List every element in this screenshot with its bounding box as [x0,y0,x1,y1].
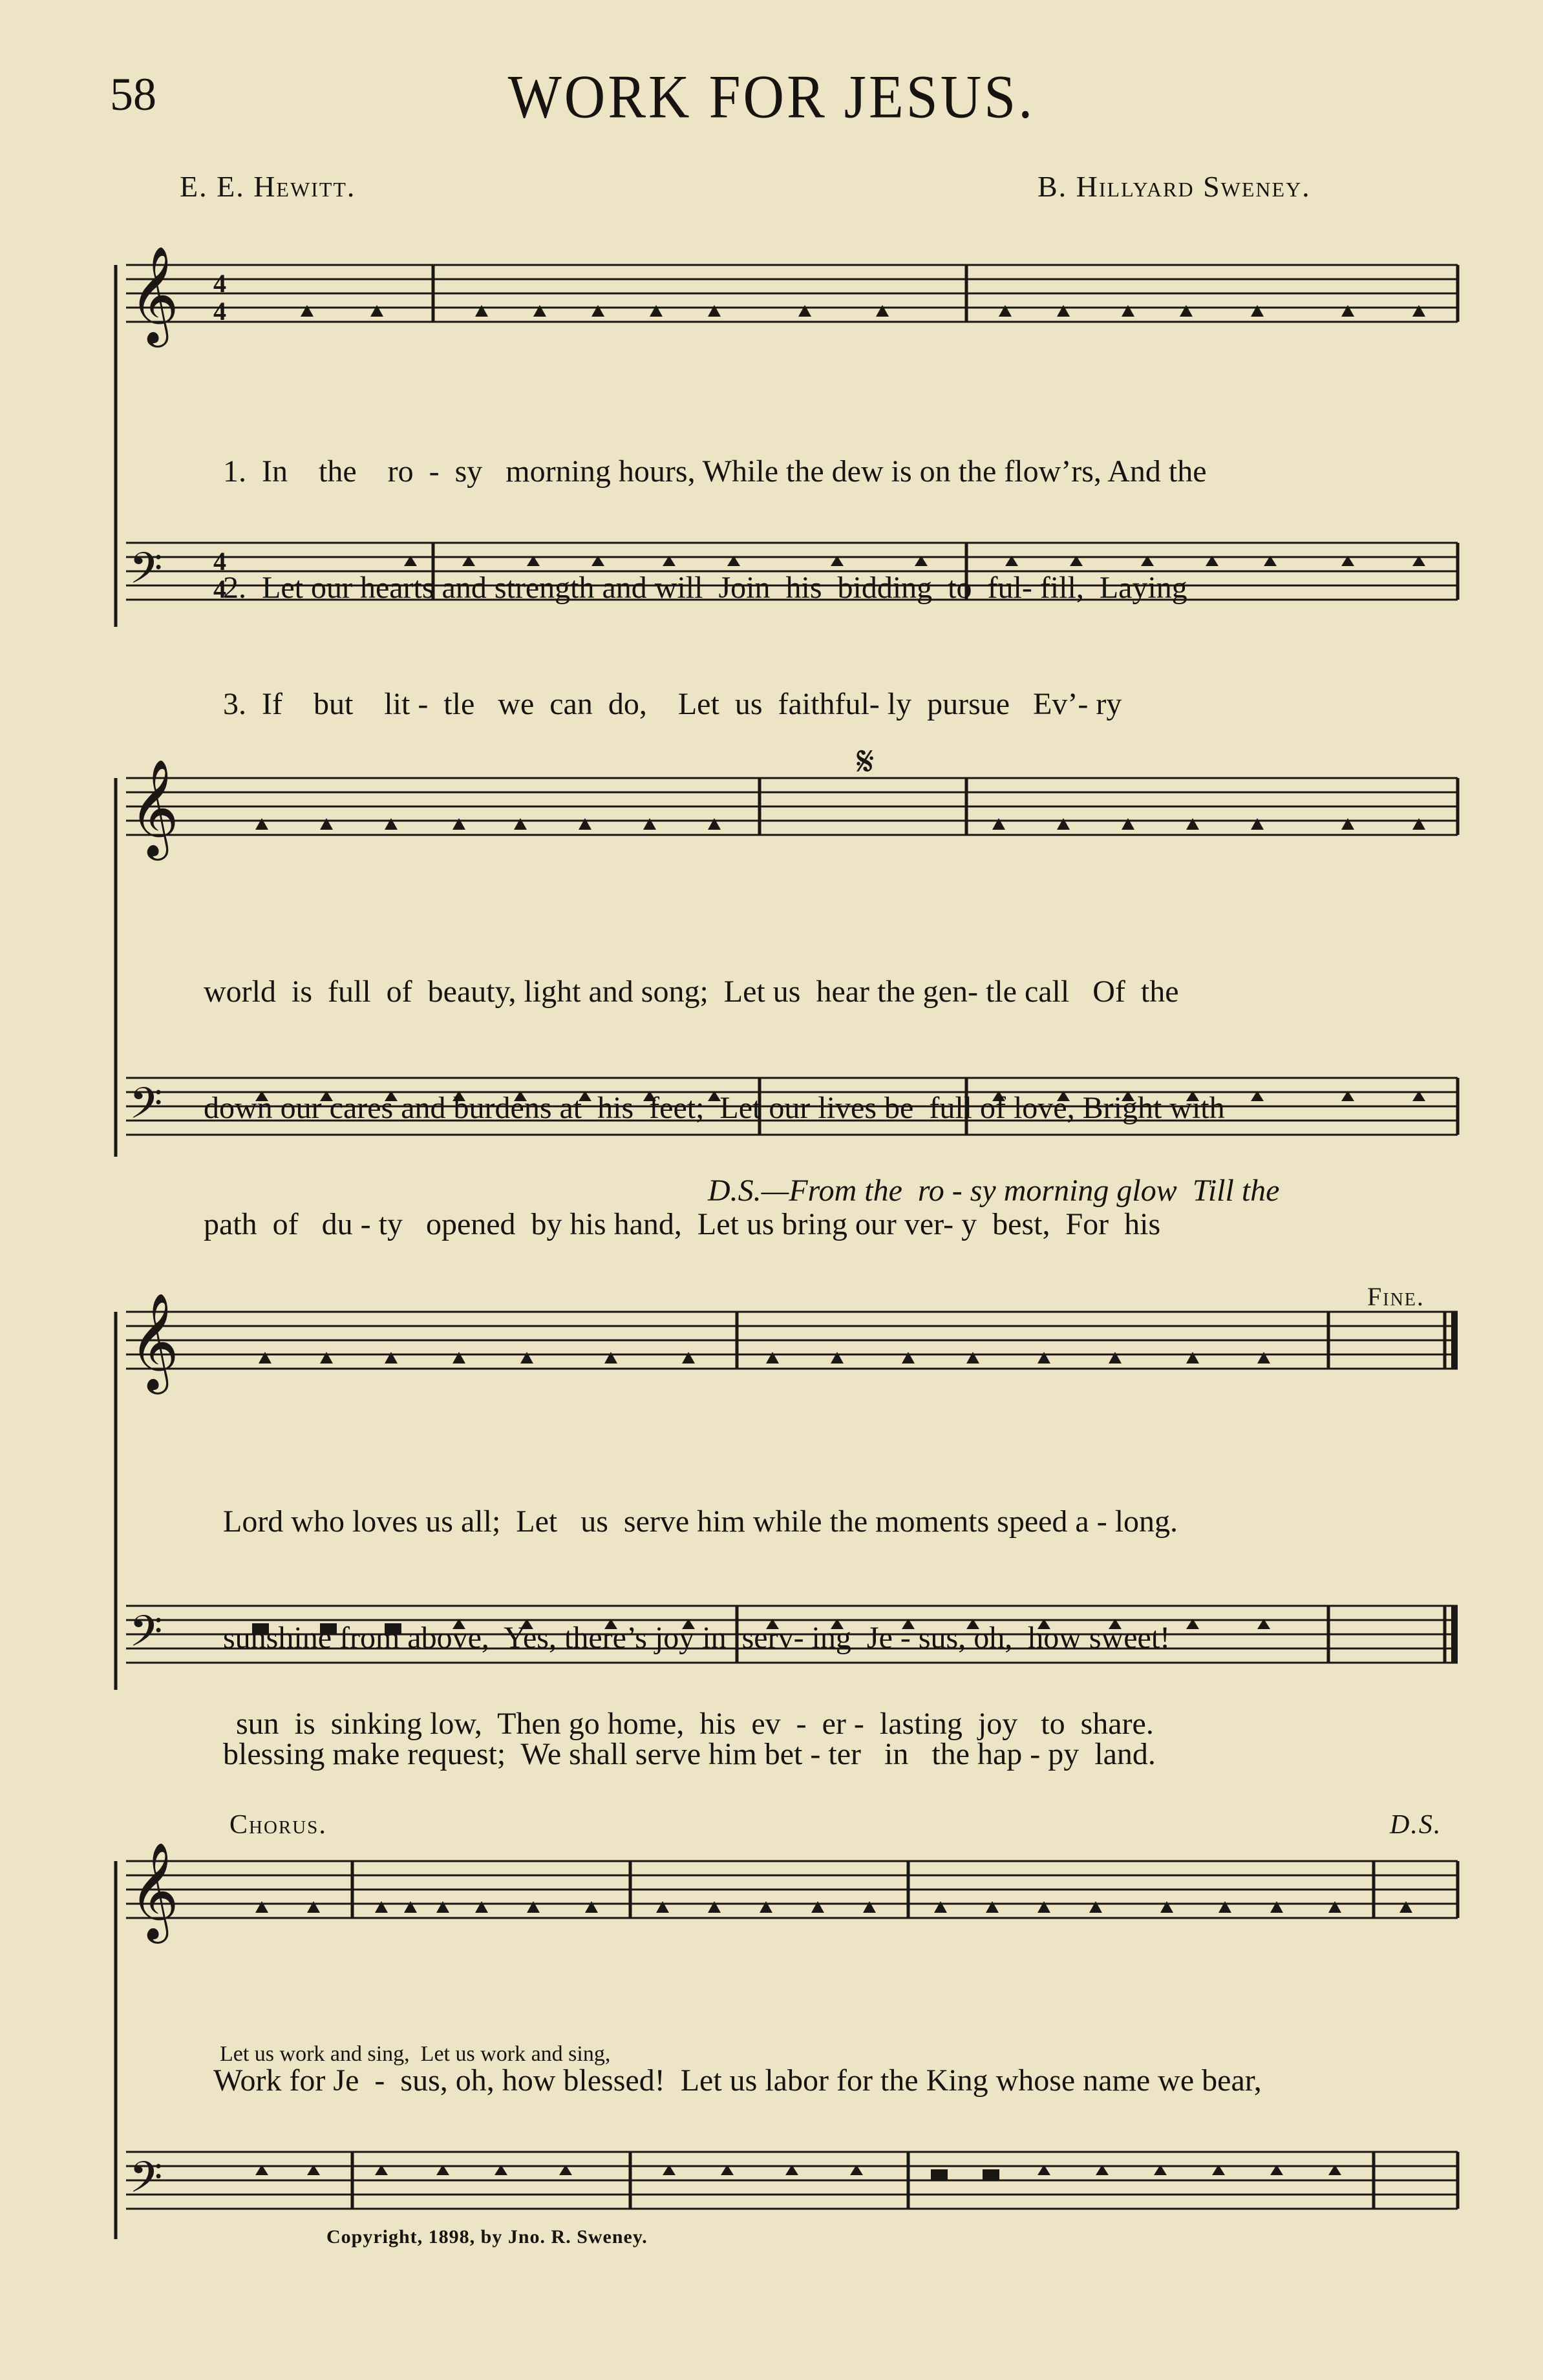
chorus-system [113,1810,1461,2304]
page-number: 58 [110,68,156,120]
music-system-3 [113,1283,1461,1771]
ds-label: D.S. [1390,1810,1442,1840]
ds-text: D.S.—From the ro - sy morning glow Till the [708,1174,1280,1208]
hymn-title: WORK FOR JESUS. [507,63,1036,131]
lyric-line: 2. Let our hearts and strength and will Join his bidding to ful- fill, Laying [223,571,1187,605]
segno-sign: 𝄋 [857,750,875,785]
lyric-line: path of du - ty opened by his hand, Let us bring our ver- y best, For his [204,1207,1161,1241]
chorus-echo-lyrics: Let us work and sing, Let us work and sing, [220,2042,611,2066]
svg-text:4: 4 [213,297,226,326]
svg-text:𝄞: 𝄞 [129,758,179,856]
svg-text:𝄢: 𝄢 [129,543,163,604]
music-system-2 [113,750,1461,1241]
lyric-line: blessing make request; We shall serve him bet - ter in the hap - py land. [223,1737,1156,1771]
verse-lyrics-2 [204,898,1543,1318]
copyright-notice: Copyright, 1898, by Jno. R. Sweney. [326,2226,648,2248]
svg-text:𝄞: 𝄞 [129,1292,179,1390]
lyric-line: down our cares and burdens at his feet; Let our lives be full of love, Bright with [204,1091,1225,1125]
lyric-line: sunshine from above, Yes, there’s joy in serv- ing Je - sus, oh, how sweet! [223,1621,1171,1655]
music-system-1 [113,233,1461,721]
svg-text:𝄢: 𝄢 [129,2153,163,2213]
ds-continuation-lyrics: sun is sinking low, Then go home, his ev - er - lasting joy to share. [236,1707,1154,1741]
svg-text:𝄢: 𝄢 [129,1606,163,1667]
svg-text:𝄞: 𝄞 [129,245,179,343]
composer: B. Hillyard Sweney. [1038,170,1311,203]
svg-text:4: 4 [213,574,226,604]
svg-text:4: 4 [213,547,226,576]
lyric-line: Work for Je - sus, oh, how blessed! Let us labor for the King whose name we bear, [213,2063,1262,2098]
chorus-label: Chorus. [229,1810,327,1840]
svg-text:𝄢: 𝄢 [129,1079,163,1139]
fine-label: Fine. [1367,1283,1425,1311]
verse-lyrics-3 [223,1428,1543,1848]
verse-lyrics-1 [223,378,1543,798]
svg-text:4: 4 [213,269,226,298]
lyricist: E. E. Hewitt. [180,170,356,203]
svg-text:𝄞: 𝄞 [129,1841,179,1939]
lyric-line: world is full of beauty, light and song; Let us hear the gen- tle call Of the [204,974,1179,1009]
chorus-lyrics [213,1987,1543,2175]
lyric-line: 1. In the ro - sy morning hours, While the dew is on the flow’rs, And the [223,454,1207,489]
lyric-line: Lord who loves us all; Let us serve him while the moments speed a - long. [223,1504,1178,1539]
lyric-line: 3. If but lit - tle we can do, Let us faithful- ly pursue Ev’- ry [223,687,1122,721]
